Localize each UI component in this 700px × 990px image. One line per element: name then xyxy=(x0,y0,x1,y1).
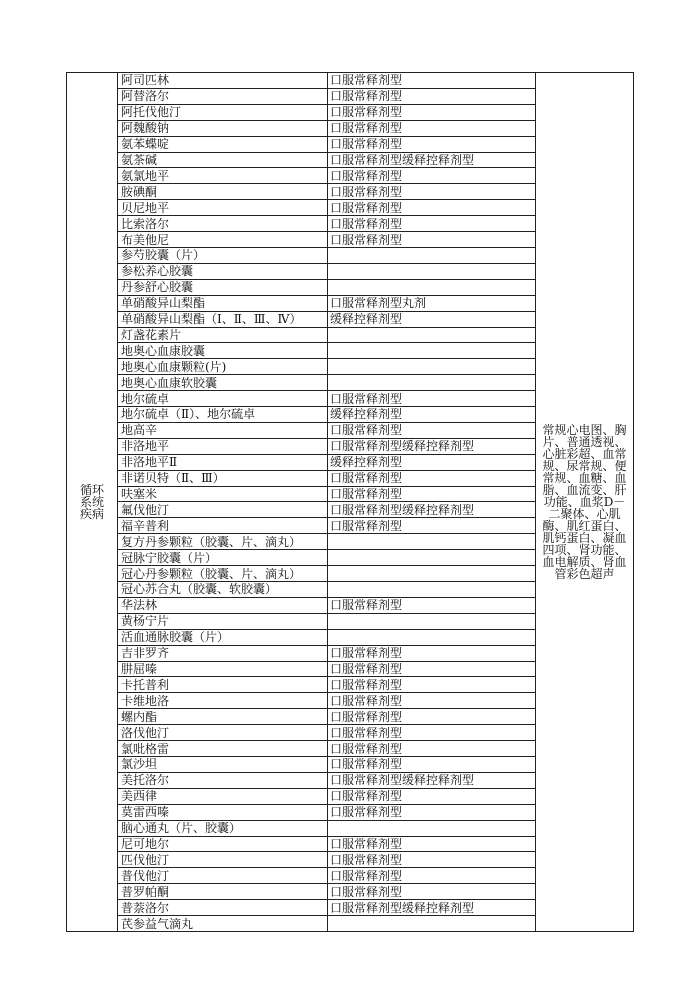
drug-name: 冠心苏合丸（胶囊、软胶囊） xyxy=(118,582,328,598)
drug-name: 氨茶碱 xyxy=(118,152,328,168)
dosage-form xyxy=(328,375,536,391)
dosage-form: 缓释控释剂型 xyxy=(328,407,536,423)
drug-name: 非洛地平 xyxy=(118,438,328,454)
examination-items: 常规心电图、胸片、普通透视、心脏彩超、血常规、尿常规、便常规、血糖、血脂、血流变、肝功能、血浆D－二聚体、心肌酶、肌红蛋白、肌钙蛋白、凝血四项、肾功能、血电解质、肾血管彩色超声 xyxy=(542,423,627,581)
dosage-form: 口服常释剂型 xyxy=(328,136,536,152)
dosage-form xyxy=(328,263,536,279)
dosage-form: 口服常释剂型 xyxy=(328,73,536,89)
drug-name: 复方丹参颗粒（胶囊、片、滴丸） xyxy=(118,534,328,550)
dosage-form: 口服常释剂型缓释控释剂型 xyxy=(328,900,536,916)
drug-name: 单硝酸异山梨酯 xyxy=(118,295,328,311)
dosage-form: 口服常释剂型 xyxy=(328,709,536,725)
dosage-form: 口服常释剂型缓释控释剂型 xyxy=(328,438,536,454)
dosage-form xyxy=(328,359,536,375)
dosage-form xyxy=(328,327,536,343)
drug-name: 卡托普利 xyxy=(118,677,328,693)
drug-name: 地奥心血康软胶囊 xyxy=(118,375,328,391)
drug-name: 普伐他汀 xyxy=(118,868,328,884)
dosage-form xyxy=(328,534,536,550)
drug-name: 莫雷西嗪 xyxy=(118,804,328,820)
dosage-form: 口服常释剂型 xyxy=(328,788,536,804)
dosage-form: 口服常释剂型 xyxy=(328,184,536,200)
drug-name: 丹参舒心胶囊 xyxy=(118,279,328,295)
dosage-form: 口服常释剂型 xyxy=(328,470,536,486)
drug-name: 灯盏花素片 xyxy=(118,327,328,343)
drug-name: 美托洛尔 xyxy=(118,772,328,788)
dosage-form: 口服常释剂型缓释控释剂型 xyxy=(328,502,536,518)
drug-name: 参松养心胶囊 xyxy=(118,263,328,279)
dosage-form: 口服常释剂型 xyxy=(328,88,536,104)
drug-name: 冠脉宁胶囊（片） xyxy=(118,550,328,566)
drug-name: 阿托伐他汀 xyxy=(118,104,328,120)
drug-name: 参芍胶囊（片） xyxy=(118,247,328,263)
drug-name: 活血通脉胶囊（片） xyxy=(118,629,328,645)
drug-table xyxy=(66,72,634,932)
drug-name: 地奥心血康颗粒(片) xyxy=(118,359,328,375)
drug-name: 阿司匹林 xyxy=(118,73,328,89)
dosage-form: 口服常释剂型 xyxy=(328,597,536,613)
drug-name: 螺内酯 xyxy=(118,709,328,725)
drug-name: 布美他尼 xyxy=(118,232,328,248)
dosage-form: 口服常释剂型 xyxy=(328,852,536,868)
drug-name: 呋塞米 xyxy=(118,486,328,502)
dosage-form: 口服常释剂型 xyxy=(328,725,536,741)
drug-name: 冠心丹参颗粒（胶囊、片、滴丸） xyxy=(118,566,328,582)
dosage-form: 口服常释剂型 xyxy=(328,216,536,232)
drug-name: 胺碘酮 xyxy=(118,184,328,200)
drug-name: 比索洛尔 xyxy=(118,216,328,232)
dosage-form xyxy=(328,613,536,629)
dosage-form: 口服常释剂型 xyxy=(328,756,536,772)
dosage-form xyxy=(328,629,536,645)
drug-name: 非诺贝特（Ⅱ、Ⅲ） xyxy=(118,470,328,486)
dosage-form: 口服常释剂型 xyxy=(328,741,536,757)
drug-name: 普萘洛尔 xyxy=(118,900,328,916)
dosage-form: 口服常释剂型 xyxy=(328,836,536,852)
dosage-form: 口服常释剂型 xyxy=(328,645,536,661)
drug-name: 卡维地洛 xyxy=(118,693,328,709)
drug-name: 地高辛 xyxy=(118,422,328,438)
dosage-form xyxy=(328,916,536,932)
dosage-form: 口服常释剂型 xyxy=(328,884,536,900)
drug-name: 阿替洛尔 xyxy=(118,88,328,104)
dosage-form: 口服常释剂型 xyxy=(328,391,536,407)
dosage-form xyxy=(328,820,536,836)
dosage-form xyxy=(328,550,536,566)
dosage-form: 口服常释剂型缓释控释剂型 xyxy=(328,772,536,788)
dosage-form: 口服常释剂型 xyxy=(328,168,536,184)
dosage-form: 口服常释剂型 xyxy=(328,693,536,709)
dosage-form: 口服常释剂型 xyxy=(328,804,536,820)
drug-name: 黄杨宁片 xyxy=(118,613,328,629)
dosage-form xyxy=(328,247,536,263)
dosage-form: 口服常释剂型 xyxy=(328,120,536,136)
dosage-form: 口服常释剂型 xyxy=(328,661,536,677)
drug-name: 华法林 xyxy=(118,597,328,613)
disease-category: 循环系统疾病 xyxy=(79,483,104,521)
drug-name: 普罗帕酮 xyxy=(118,884,328,900)
drug-name: 匹伐他汀 xyxy=(118,852,328,868)
drug-name: 福辛普利 xyxy=(118,518,328,534)
drug-name: 贝尼地平 xyxy=(118,200,328,216)
dosage-form: 缓释控释剂型 xyxy=(328,454,536,470)
drug-name: 美西律 xyxy=(118,788,328,804)
drug-name: 非洛地平Ⅱ xyxy=(118,454,328,470)
dosage-form: 口服常释剂型 xyxy=(328,232,536,248)
drug-name: 氟伐他汀 xyxy=(118,502,328,518)
dosage-form: 口服常释剂型 xyxy=(328,677,536,693)
drug-name: 氨苯蝶啶 xyxy=(118,136,328,152)
drug-name: 芪参益气滴丸 xyxy=(118,916,328,932)
dosage-form: 口服常释剂型 xyxy=(328,104,536,120)
disease-category-cell xyxy=(67,73,118,932)
dosage-form xyxy=(328,343,536,359)
dosage-form: 口服常释剂型 xyxy=(328,868,536,884)
dosage-form: 口服常释剂型 xyxy=(328,422,536,438)
dosage-form: 口服常释剂型 xyxy=(328,486,536,502)
drug-name: 单硝酸异山梨酯（Ⅰ、Ⅱ、Ⅲ、Ⅳ） xyxy=(118,311,328,327)
examination-items-cell xyxy=(536,73,634,932)
drug-name: 地尔硫卓（Ⅱ）、地尔硫卓 xyxy=(118,407,328,423)
dosage-form: 口服常释剂型 xyxy=(328,518,536,534)
table-row xyxy=(67,73,634,89)
drug-name: 氯沙坦 xyxy=(118,756,328,772)
drug-name: 洛伐他汀 xyxy=(118,725,328,741)
drug-name: 氨氯地平 xyxy=(118,168,328,184)
dosage-form: 口服常释剂型 xyxy=(328,200,536,216)
dosage-form xyxy=(328,566,536,582)
drug-name: 尼可地尔 xyxy=(118,836,328,852)
dosage-form: 缓释控释剂型 xyxy=(328,311,536,327)
dosage-form: 口服常释剂型丸剂 xyxy=(328,295,536,311)
drug-name: 氯吡格雷 xyxy=(118,741,328,757)
dosage-form xyxy=(328,279,536,295)
dosage-form: 口服常释剂型缓释控释剂型 xyxy=(328,152,536,168)
dosage-form xyxy=(328,582,536,598)
drug-name: 地尔硫卓 xyxy=(118,391,328,407)
drug-name: 地奥心血康胶囊 xyxy=(118,343,328,359)
drug-name: 吉非罗齐 xyxy=(118,645,328,661)
drug-name: 阿魏酸钠 xyxy=(118,120,328,136)
drug-name: 肼屈嗪 xyxy=(118,661,328,677)
drug-name: 脑心通丸（片、胶囊） xyxy=(118,820,328,836)
